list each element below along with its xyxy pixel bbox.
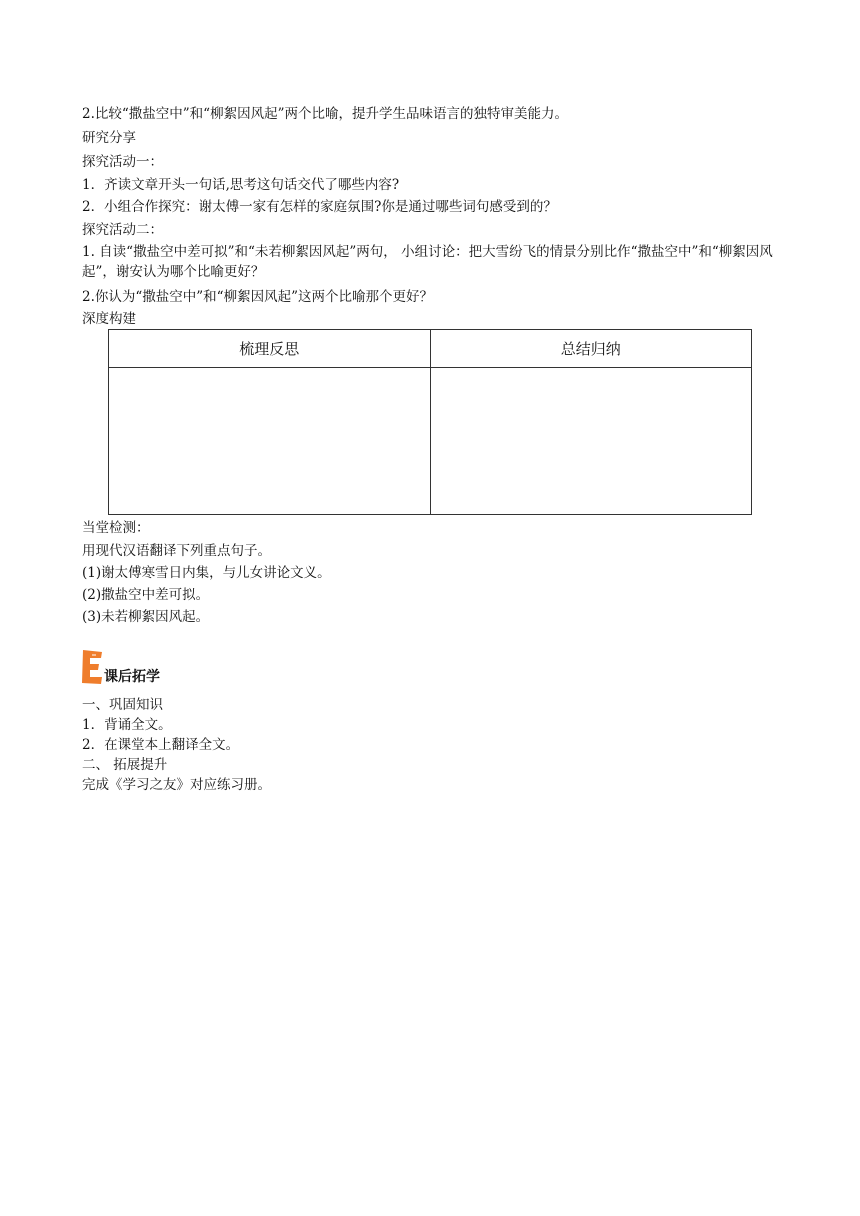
extend-text: 完成《学习之友》对应练习册。 bbox=[82, 777, 271, 793]
activity-2-question-1: 1. 自读“撒盐空中差可拟”和“未若柳絮因风起”两句， 小组讨论：把大雪纷飞的情景分别比作“撒盐空中”和“柳絮因风起”，谢安认为哪个比喻更好？ bbox=[82, 244, 773, 280]
check-instruction: 用现代汉语翻译下列重点句子。 bbox=[82, 543, 271, 559]
research-share-heading: 研究分享 bbox=[82, 130, 136, 146]
check-item-1: (1)谢太傅寒雪日内集，与儿女讲论文义。 bbox=[82, 565, 331, 581]
consolidate-item-2: 2．在课堂本上翻译全文。 bbox=[82, 737, 240, 753]
activity-2-heading: 探究活动二： bbox=[82, 222, 163, 238]
reflection-summary-table bbox=[108, 329, 752, 515]
table-header-reflection: 梳理反思 bbox=[109, 330, 431, 368]
activity-2-question-2: 2.你认为“撒盐空中”和“柳絮因风起”这两个比喻那个更好？ bbox=[82, 289, 433, 305]
consolidate-heading: 一、巩固知识 bbox=[82, 697, 163, 713]
deep-build-heading: 深度构建 bbox=[82, 311, 136, 327]
extend-heading: 二、 拓展提升 bbox=[82, 757, 168, 773]
consolidate-item-1: 1．背诵全文。 bbox=[82, 717, 172, 733]
table-header-summary: 总结归纳 bbox=[430, 330, 752, 368]
check-item-2: (2)撒盐空中差可拟。 bbox=[82, 587, 210, 603]
summary-cell[interactable] bbox=[430, 368, 752, 515]
reflection-cell[interactable] bbox=[109, 368, 431, 515]
table-header-row bbox=[109, 330, 752, 368]
after-class-title: 课后拓学 bbox=[104, 669, 160, 685]
activity-1-heading: 探究活动一： bbox=[82, 154, 163, 170]
check-item-3: (3)未若柳絮因风起。 bbox=[82, 609, 210, 625]
after-class-e-logo-icon bbox=[80, 648, 106, 686]
activity-1-question-1: 1．齐读文章开头一句话,思考这句话交代了哪些内容? bbox=[82, 177, 400, 193]
activity-1-question-2: 2．小组合作探究：谢太傅一家有怎样的家庭氛围?你是通过哪些词句感受到的？ bbox=[82, 199, 557, 215]
goal-2-text: 2.比较“撒盐空中”和“柳絮因风起”两个比喻，提升学生品味语言的独特审美能力。 bbox=[82, 106, 568, 122]
table-body-row bbox=[109, 368, 752, 515]
check-heading: 当堂检测： bbox=[82, 520, 150, 536]
